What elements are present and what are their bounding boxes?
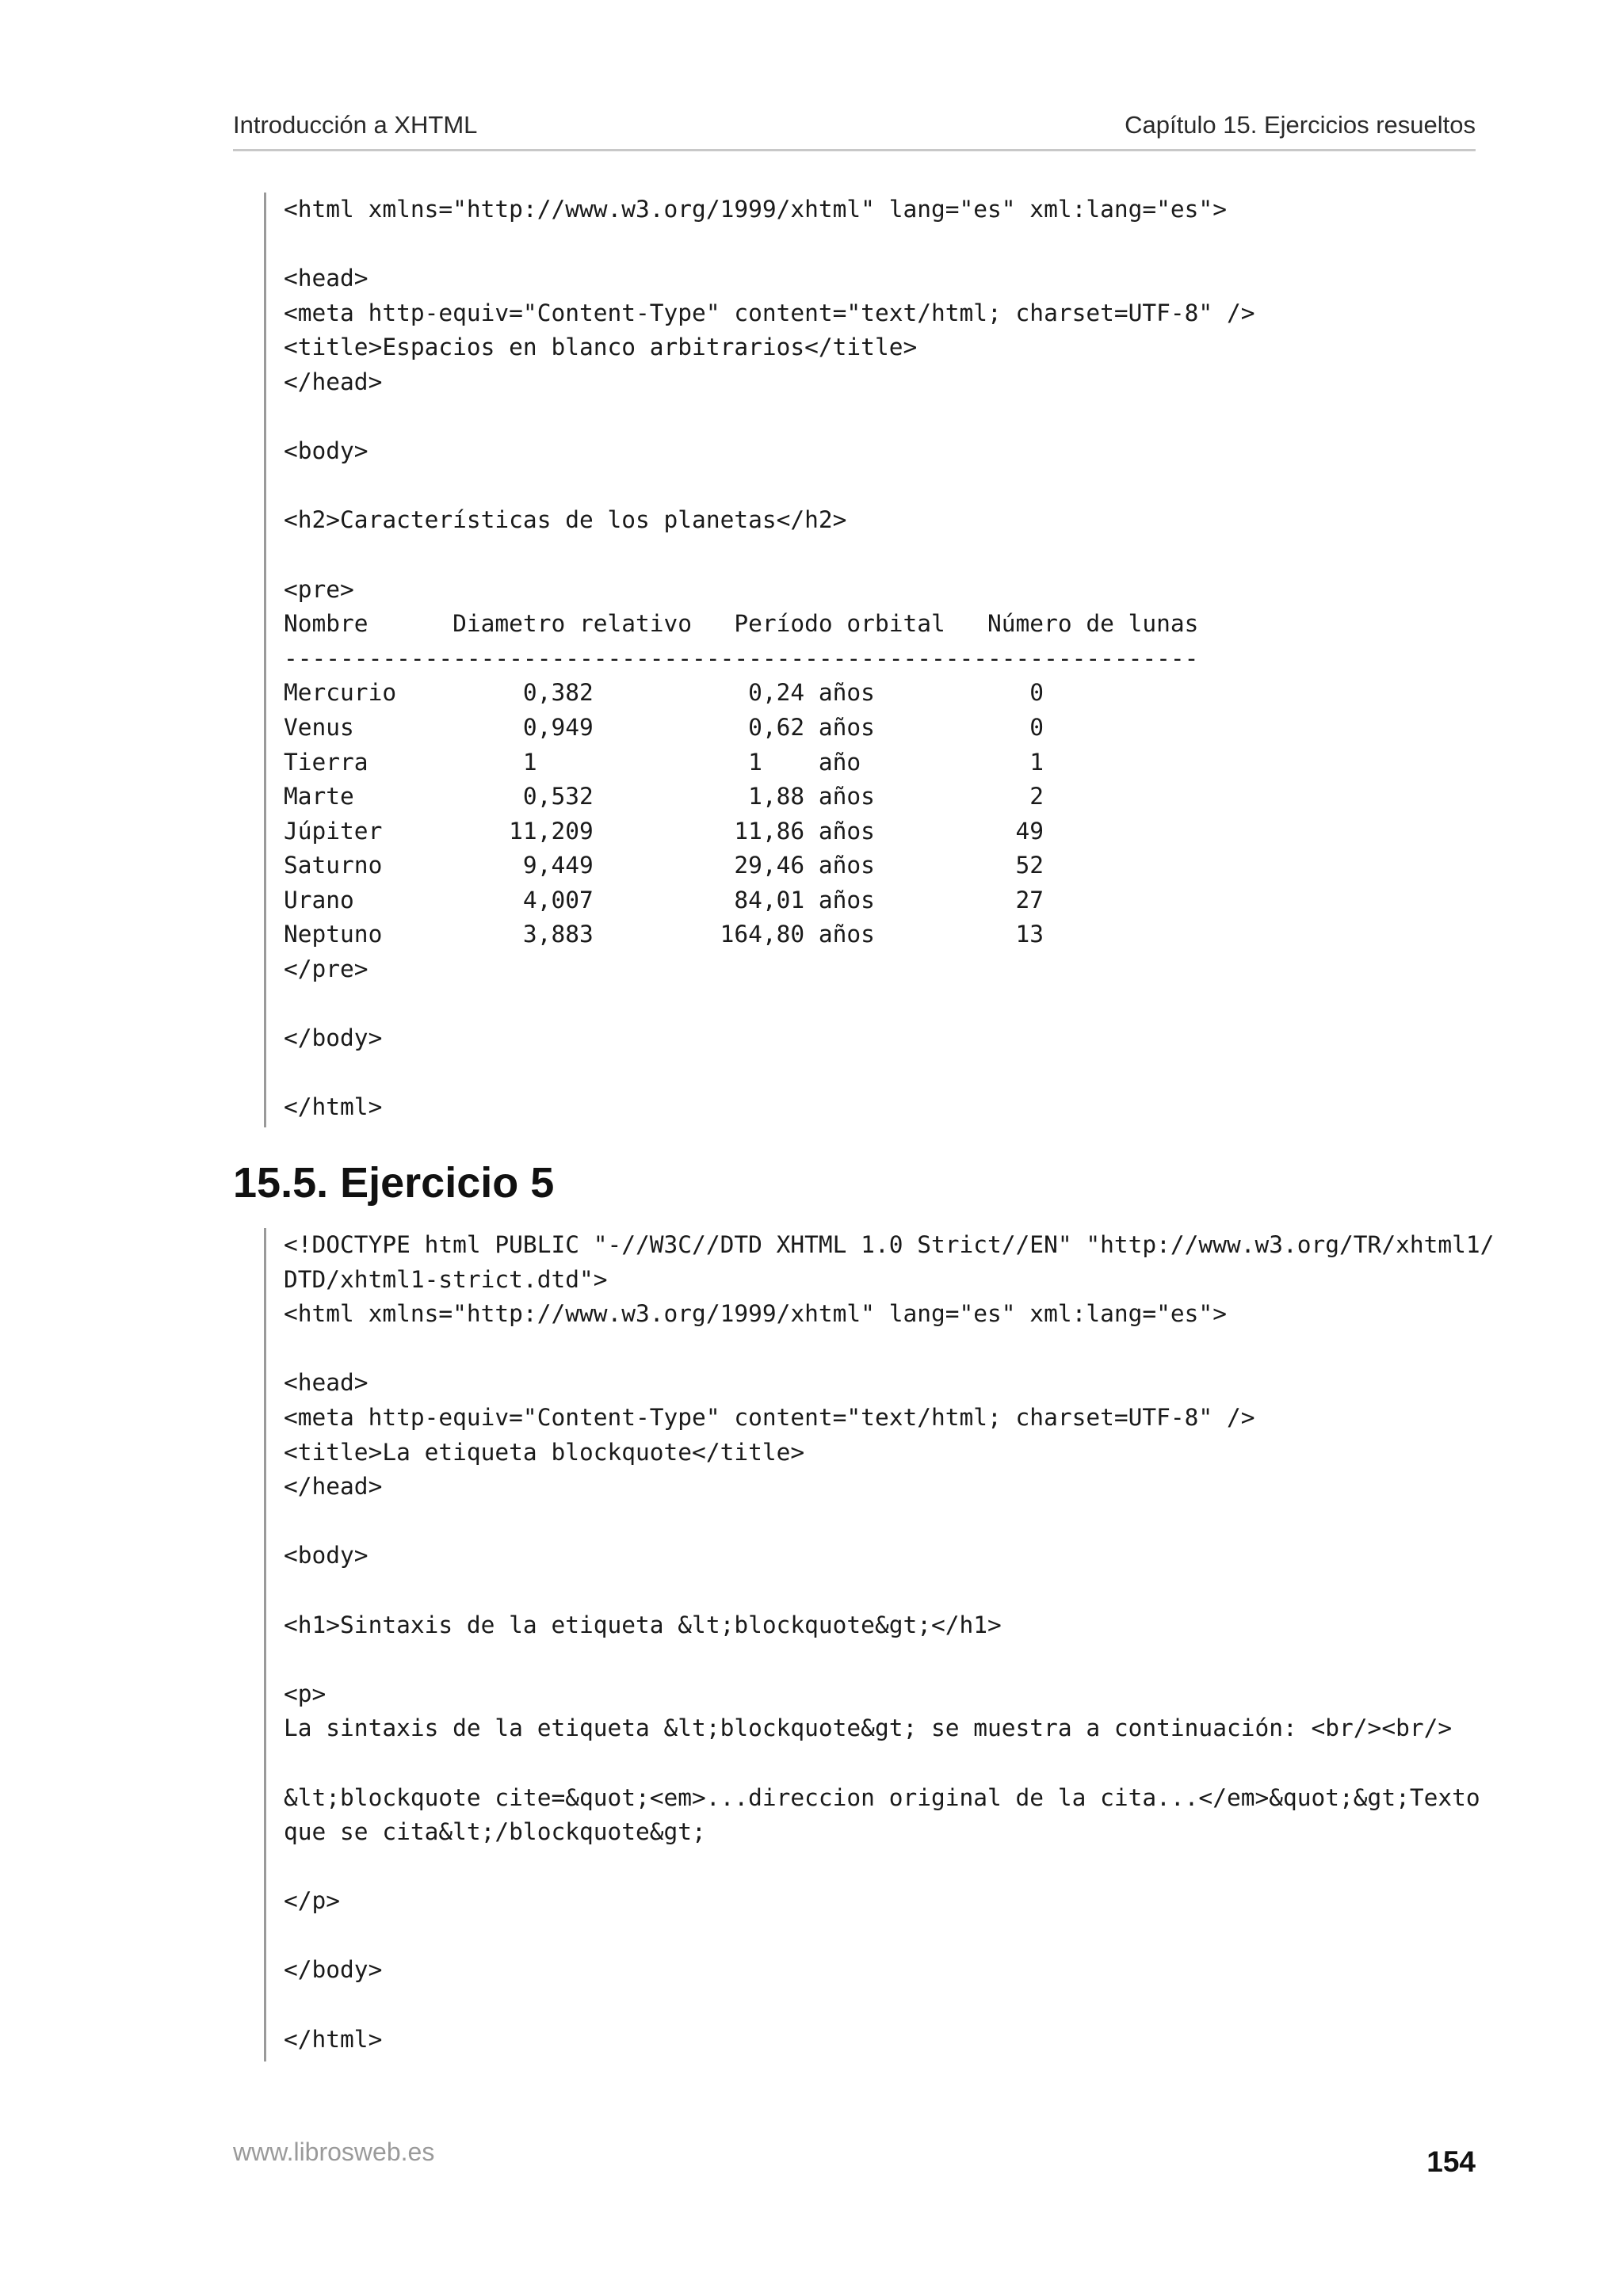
code-line — [284, 1988, 1476, 2023]
code-block-1 — [264, 193, 1476, 1127]
code-line — [284, 538, 1476, 573]
code-line: que se cita&lt;/blockquote&gt; — [284, 1818, 706, 1846]
code-line: ----------------------------------------------------------------- — [284, 644, 1199, 672]
code-line: <head> — [284, 1369, 369, 1397]
code-line: <body> — [284, 437, 369, 465]
code-line: </html> — [284, 1093, 383, 1121]
code-line: Marte 0,532 1,88 años 2 — [284, 783, 1044, 810]
code-line: <title>Espacios en blanco arbitrarios</title> — [284, 334, 918, 361]
code-line — [284, 227, 1476, 262]
code-line: </p> — [284, 1887, 341, 1915]
code-line — [284, 400, 1476, 435]
page-header — [233, 109, 1476, 151]
code-line — [284, 1642, 1476, 1677]
code-line: </html> — [284, 2025, 383, 2053]
code-line: Mercurio 0,382 0,24 años 0 — [284, 679, 1044, 707]
code-line: DTD/xhtml1-strict.dtd"> — [284, 1265, 608, 1293]
code-line — [284, 469, 1476, 504]
code-line: Tierra 1 1 año 1 — [284, 748, 1044, 776]
code-line — [284, 1919, 1476, 1954]
code-line: Saturno 9,449 29,46 años 52 — [284, 852, 1044, 879]
code-line: <h2>Características de los planetas</h2> — [284, 506, 847, 534]
header-book-title: Introducción a XHTML — [233, 111, 478, 139]
code-line: La sintaxis de la etiqueta &lt;blockquote&gt; se muestra a continuación: <br/><br/> — [284, 1714, 1453, 1742]
code-line: <!DOCTYPE html PUBLIC "-//W3C//DTD XHTML 1.0 Strict//EN" "http://www.w3.org/TR/xhtml1/ — [284, 1231, 1495, 1258]
footer-url: www.librosweb.es — [233, 2138, 435, 2166]
code-line: <body> — [284, 1542, 369, 1569]
code-line: <meta http-equiv="Content-Type" content="text/html; charset=UTF-8" /> — [284, 299, 1255, 326]
page-number: 154 — [1426, 2145, 1476, 2178]
code-line: <html xmlns="http://www.w3.org/1999/xhtml" lang="es" xml:lang="es"> — [284, 196, 1227, 223]
code-line: <p> — [284, 1680, 327, 1707]
code-line: <h1>Sintaxis de la etiqueta &lt;blockquote&gt;</h1> — [284, 1611, 1002, 1638]
header-chapter-title: Capítulo 15. Ejercicios resueltos — [1125, 111, 1476, 139]
code-line: </body> — [284, 1956, 383, 1984]
code-line: </head> — [284, 1473, 383, 1501]
code-line — [284, 1746, 1476, 1781]
code-line: <title>La etiqueta blockquote</title> — [284, 1438, 805, 1466]
code-line — [284, 987, 1476, 1022]
code-line: <head> — [284, 265, 369, 292]
code-line: </pre> — [284, 955, 369, 983]
code-block-2 — [264, 1228, 1495, 2061]
code-line: Neptuno 3,883 164,80 años 13 — [284, 921, 1044, 948]
code-line: <pre> — [284, 575, 354, 603]
code-line: </body> — [284, 1024, 383, 1052]
code-line — [284, 1056, 1476, 1091]
code-line: &lt;blockquote cite=&quot;<em>...direccion original de la cita...</em>&quot;&gt;Texto — [284, 1783, 1480, 1811]
code-line — [284, 1332, 1476, 1367]
code-line: Urano 4,007 84,01 años 27 — [284, 886, 1044, 913]
code-line: <meta http-equiv="Content-Type" content="text/html; charset=UTF-8" /> — [284, 1403, 1255, 1431]
section-heading: 15.5. Ejercicio 5 — [233, 1159, 555, 1207]
code-line — [284, 1573, 1476, 1608]
code-line — [284, 1505, 1476, 1539]
code-line: Júpiter 11,209 11,86 años 49 — [284, 817, 1044, 845]
code-line — [284, 1850, 1476, 1885]
code-line: Venus 0,949 0,62 años 0 — [284, 713, 1044, 741]
code-line: Nombre Diametro relativo Período orbital Número de lunas — [284, 610, 1199, 638]
code-line: </head> — [284, 368, 383, 395]
code-line: <html xmlns="http://www.w3.org/1999/xhtml" lang="es" xml:lang="es"> — [284, 1300, 1227, 1328]
